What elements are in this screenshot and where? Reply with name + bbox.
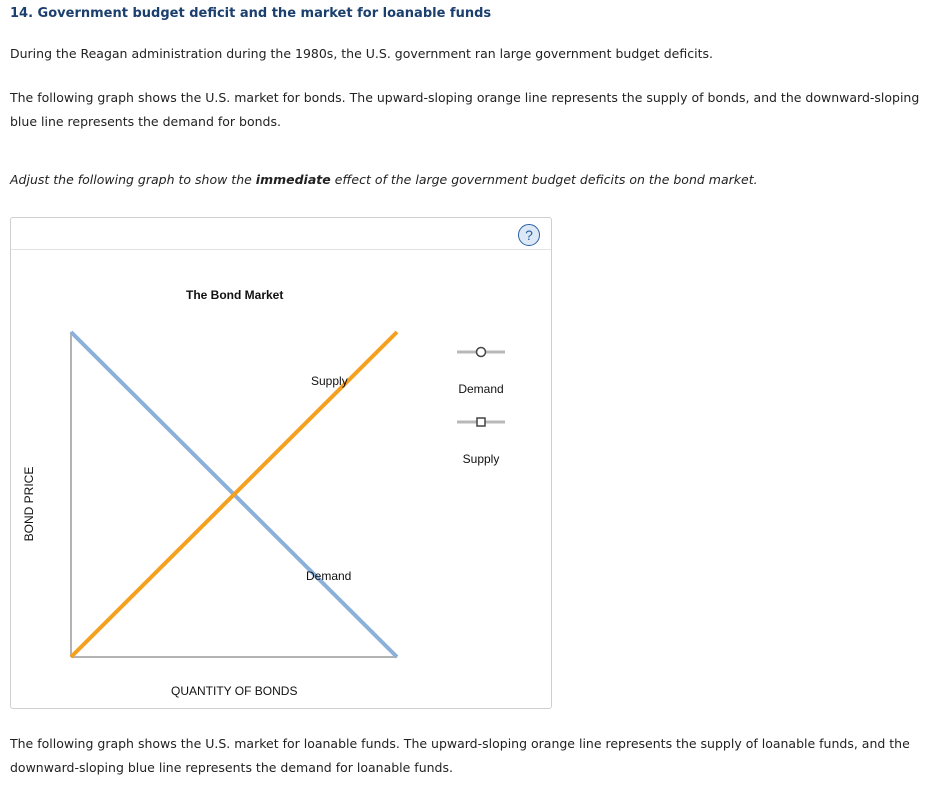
demand-tool[interactable] — [457, 348, 505, 357]
square-handle-icon[interactable] — [477, 418, 485, 426]
series-layer — [71, 332, 397, 657]
graph-panel — [10, 217, 552, 709]
instruction-paragraph — [10, 168, 758, 192]
x-axis-label: QUANTITY OF BONDS — [171, 684, 298, 698]
instruction-emphasis: immediate — [255, 172, 331, 187]
question-title: 14. Government budget deficit and the market for loanable funds — [10, 6, 492, 21]
intro-paragraph: During the Reagan administration during the 1980s, the U.S. government ran large government budget deficits. — [10, 46, 713, 61]
instruction-text-after: effect of the large government budget deficits on the bond market. — [330, 172, 758, 187]
graph-description-paragraph: The following graph shows the U.S. market for bonds. The upward-sloping orange line represents the supply of bonds, and the downward-sloping blue line represents the demand for bonds. — [10, 90, 920, 129]
supply-tool-label: Supply — [462, 452, 500, 466]
help-button[interactable]: ? — [518, 224, 540, 246]
y-axis-label: BOND PRICE — [22, 466, 36, 542]
supply-tool[interactable] — [457, 418, 505, 426]
loanable-funds-description-paragraph: The following graph shows the U.S. market for loanable funds. The upward-sloping orange line represents the supply of loanable funds, and the downward-sloping blue line represents the demand for loanable funds. — [10, 736, 910, 775]
chart-title: The Bond Market — [186, 288, 284, 302]
supply-curve-label: Supply — [311, 374, 348, 388]
demand-tool-label: Demand — [458, 382, 504, 396]
instruction-text-before: Adjust the following graph to show the — [10, 172, 256, 187]
demand-curve-label: Demand — [306, 569, 352, 583]
circle-handle-icon[interactable] — [477, 348, 486, 357]
